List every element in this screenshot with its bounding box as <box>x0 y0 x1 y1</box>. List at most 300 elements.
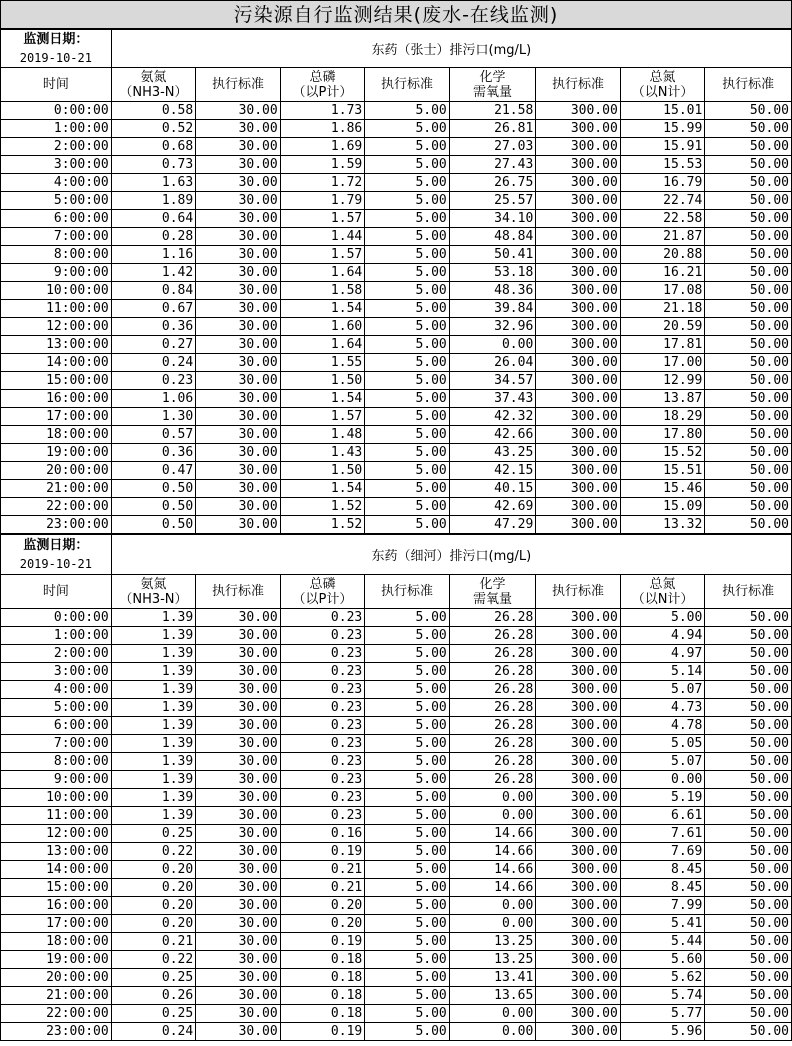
cell-tp: 1.52 <box>280 498 365 516</box>
cell-tn: 17.80 <box>620 426 705 444</box>
table-row <box>1 102 792 120</box>
table-row <box>1 1023 792 1041</box>
cell-cod-std: 300.00 <box>536 120 621 138</box>
cell-tn-std: 50.00 <box>705 663 792 681</box>
cell-cod-std: 300.00 <box>536 336 621 354</box>
cell-tp: 1.54 <box>280 480 365 498</box>
cell-nh3n-std: 30.00 <box>196 609 281 627</box>
cell-tp: 0.23 <box>280 753 365 771</box>
table-row <box>1 663 792 681</box>
cell-tp-std: 5.00 <box>365 264 450 282</box>
cell-nh3n-std: 30.00 <box>196 138 281 156</box>
cell-tn-std: 50.00 <box>705 1023 792 1041</box>
cell-cod: 37.43 <box>449 390 536 408</box>
cell-tn-std: 50.00 <box>705 174 792 192</box>
cell-time: 13:00:00 <box>1 843 112 861</box>
cell-cod-std: 300.00 <box>536 627 621 645</box>
cell-nh3n: 0.21 <box>111 933 196 951</box>
cell-time: 20:00:00 <box>1 462 112 480</box>
cell-tn: 15.09 <box>620 498 705 516</box>
cell-tp: 0.23 <box>280 789 365 807</box>
cell-time: 11:00:00 <box>1 807 112 825</box>
cell-tp-std: 5.00 <box>365 462 450 480</box>
cell-nh3n: 0.36 <box>111 318 196 336</box>
cell-tp: 0.23 <box>280 717 365 735</box>
cell-cod: 26.04 <box>449 354 536 372</box>
cell-time: 15:00:00 <box>1 372 112 390</box>
cell-tn-std: 50.00 <box>705 753 792 771</box>
cell-tn: 4.78 <box>620 717 705 735</box>
cell-tp: 1.57 <box>280 246 365 264</box>
cell-tn: 4.94 <box>620 627 705 645</box>
cell-tn: 16.21 <box>620 264 705 282</box>
cell-tn-std: 50.00 <box>705 372 792 390</box>
cell-tp-std: 5.00 <box>365 444 450 462</box>
cell-nh3n-std: 30.00 <box>196 915 281 933</box>
cell-tp: 0.21 <box>280 879 365 897</box>
cell-nh3n-std: 30.00 <box>196 807 281 825</box>
table-row <box>1 246 792 264</box>
column-header-line: 执行标准 <box>552 584 605 599</box>
cell-tn-std: 50.00 <box>705 699 792 717</box>
cell-cod: 0.00 <box>449 1005 536 1023</box>
cell-cod-std: 300.00 <box>536 480 621 498</box>
cell-nh3n-std: 30.00 <box>196 480 281 498</box>
cell-cod-std: 300.00 <box>536 645 621 663</box>
cell-tn: 5.19 <box>620 789 705 807</box>
cell-tp: 1.86 <box>280 120 365 138</box>
cell-cod: 13.65 <box>449 987 536 1005</box>
cell-cod-std: 300.00 <box>536 1023 621 1041</box>
cell-tp-std: 5.00 <box>365 390 450 408</box>
cell-tp: 1.55 <box>280 354 365 372</box>
cell-time: 6:00:00 <box>1 210 112 228</box>
cell-time: 17:00:00 <box>1 915 112 933</box>
cell-tp: 0.23 <box>280 681 365 699</box>
cell-tp: 0.19 <box>280 933 365 951</box>
column-header-tp-std <box>365 575 450 609</box>
cell-time: 10:00:00 <box>1 789 112 807</box>
cell-nh3n: 0.22 <box>111 951 196 969</box>
cell-tn: 4.73 <box>620 699 705 717</box>
cell-cod-std: 300.00 <box>536 462 621 480</box>
cell-time: 7:00:00 <box>1 735 112 753</box>
cell-tp: 1.50 <box>280 462 365 480</box>
cell-cod-std: 300.00 <box>536 516 621 534</box>
table-row <box>1 390 792 408</box>
column-header-line: （以N计） <box>631 591 694 607</box>
cell-tp-std: 5.00 <box>365 933 450 951</box>
cell-tp: 0.23 <box>280 735 365 753</box>
table-row <box>1 336 792 354</box>
cell-tp-std: 5.00 <box>365 516 450 534</box>
cell-tp: 0.23 <box>280 699 365 717</box>
cell-cod: 34.10 <box>449 210 536 228</box>
table-row <box>1 444 792 462</box>
cell-nh3n-std: 30.00 <box>196 462 281 480</box>
cell-tp-std: 5.00 <box>365 771 450 789</box>
cell-nh3n-std: 30.00 <box>196 861 281 879</box>
cell-cod-std: 300.00 <box>536 663 621 681</box>
cell-nh3n-std: 30.00 <box>196 372 281 390</box>
cell-tn-std: 50.00 <box>705 771 792 789</box>
cell-tn-std: 50.00 <box>705 969 792 987</box>
table-row <box>1 789 792 807</box>
cell-nh3n: 1.39 <box>111 663 196 681</box>
table-row <box>1 969 792 987</box>
cell-tn: 12.99 <box>620 372 705 390</box>
cell-time: 7:00:00 <box>1 228 112 246</box>
cell-tn: 5.62 <box>620 969 705 987</box>
table-row <box>1 1005 792 1023</box>
cell-cod-std: 300.00 <box>536 246 621 264</box>
cell-tn-std: 50.00 <box>705 102 792 120</box>
table-row <box>1 192 792 210</box>
cell-nh3n-std: 30.00 <box>196 156 281 174</box>
cell-nh3n: 1.39 <box>111 681 196 699</box>
cell-tp-std: 5.00 <box>365 735 450 753</box>
column-header-nh3n <box>111 575 196 609</box>
cell-tp-std: 5.00 <box>365 246 450 264</box>
cell-time: 1:00:00 <box>1 627 112 645</box>
cell-nh3n: 0.73 <box>111 156 196 174</box>
cell-nh3n: 1.42 <box>111 264 196 282</box>
cell-nh3n-std: 30.00 <box>196 1005 281 1023</box>
cell-tn: 21.87 <box>620 228 705 246</box>
cell-tn-std: 50.00 <box>705 156 792 174</box>
cell-tp: 1.43 <box>280 444 365 462</box>
column-header-line: （NH3-N） <box>119 591 188 607</box>
cell-time: 16:00:00 <box>1 897 112 915</box>
cell-tp: 1.73 <box>280 102 365 120</box>
cell-tp: 0.18 <box>280 969 365 987</box>
column-header-nh3n-std <box>196 68 281 102</box>
cell-tn-std: 50.00 <box>705 879 792 897</box>
cell-tn-std: 50.00 <box>705 825 792 843</box>
cell-tn-std: 50.00 <box>705 843 792 861</box>
cell-tp-std: 5.00 <box>365 627 450 645</box>
column-header-cod-std <box>536 68 621 102</box>
cell-cod-std: 300.00 <box>536 264 621 282</box>
table-row <box>1 138 792 156</box>
cell-tp-std: 5.00 <box>365 498 450 516</box>
cell-tn-std: 50.00 <box>705 318 792 336</box>
cell-tp-std: 5.00 <box>365 282 450 300</box>
cell-tp-std: 5.00 <box>365 789 450 807</box>
table-row <box>1 264 792 282</box>
cell-time: 2:00:00 <box>1 138 112 156</box>
cell-cod: 42.32 <box>449 408 536 426</box>
cell-cod-std: 300.00 <box>536 861 621 879</box>
cell-tp: 0.18 <box>280 987 365 1005</box>
cell-cod: 0.00 <box>449 807 536 825</box>
cell-cod: 32.96 <box>449 318 536 336</box>
cell-tp: 0.20 <box>280 897 365 915</box>
cell-cod-std: 300.00 <box>536 681 621 699</box>
cell-tn: 5.96 <box>620 1023 705 1041</box>
cell-time: 12:00:00 <box>1 318 112 336</box>
cell-tp-std: 5.00 <box>365 699 450 717</box>
cell-nh3n: 0.27 <box>111 336 196 354</box>
cell-nh3n: 0.28 <box>111 228 196 246</box>
cell-cod: 42.69 <box>449 498 536 516</box>
cell-nh3n-std: 30.00 <box>196 753 281 771</box>
cell-tn-std: 50.00 <box>705 246 792 264</box>
cell-nh3n-std: 30.00 <box>196 318 281 336</box>
cell-tp: 1.72 <box>280 174 365 192</box>
cell-tn: 5.44 <box>620 933 705 951</box>
cell-tn: 6.61 <box>620 807 705 825</box>
column-header-cod-std <box>536 575 621 609</box>
cell-cod: 25.57 <box>449 192 536 210</box>
cell-cod-std: 300.00 <box>536 969 621 987</box>
cell-tn-std: 50.00 <box>705 120 792 138</box>
table-row <box>1 300 792 318</box>
table-row <box>1 771 792 789</box>
cell-tn: 5.07 <box>620 681 705 699</box>
column-header-line: 执行标准 <box>211 77 264 92</box>
cell-nh3n: 1.39 <box>111 645 196 663</box>
cell-tn-std: 50.00 <box>705 498 792 516</box>
table-row <box>1 408 792 426</box>
cell-tp: 0.23 <box>280 771 365 789</box>
cell-tn: 5.07 <box>620 753 705 771</box>
cell-tp: 1.64 <box>280 264 365 282</box>
table-row <box>1 825 792 843</box>
cell-tn: 15.01 <box>620 102 705 120</box>
cell-nh3n-std: 30.00 <box>196 336 281 354</box>
cell-nh3n-std: 30.00 <box>196 717 281 735</box>
cell-cod-std: 300.00 <box>536 282 621 300</box>
cell-cod-std: 300.00 <box>536 174 621 192</box>
column-header-tp <box>280 575 365 609</box>
cell-cod-std: 300.00 <box>536 102 621 120</box>
cell-tp: 0.21 <box>280 861 365 879</box>
cell-tp-std: 5.00 <box>365 318 450 336</box>
cell-cod-std: 300.00 <box>536 1005 621 1023</box>
table-row <box>1 282 792 300</box>
column-header-line: 执行标准 <box>722 77 775 92</box>
cell-tp-std: 5.00 <box>365 480 450 498</box>
cell-cod: 0.00 <box>449 915 536 933</box>
cell-tp: 1.59 <box>280 156 365 174</box>
cell-nh3n-std: 30.00 <box>196 969 281 987</box>
column-header-line: 需氧量 <box>473 591 513 607</box>
table-row <box>1 807 792 825</box>
cell-nh3n-std: 30.00 <box>196 771 281 789</box>
cell-tp: 1.58 <box>280 282 365 300</box>
cell-tp-std: 5.00 <box>365 717 450 735</box>
cell-nh3n: 1.89 <box>111 192 196 210</box>
column-header-tn-std <box>705 575 792 609</box>
cell-cod: 21.58 <box>449 102 536 120</box>
cell-time: 23:00:00 <box>1 516 112 534</box>
cell-nh3n-std: 30.00 <box>196 444 281 462</box>
cell-tn: 22.74 <box>620 192 705 210</box>
column-header-time <box>1 575 112 609</box>
cell-tn: 8.45 <box>620 861 705 879</box>
cell-tn: 20.59 <box>620 318 705 336</box>
cell-cod: 26.28 <box>449 717 536 735</box>
table-row <box>1 933 792 951</box>
table-row <box>1 987 792 1005</box>
cell-cod: 42.66 <box>449 426 536 444</box>
cell-nh3n: 0.57 <box>111 426 196 444</box>
column-header-line: 总磷 <box>309 69 336 85</box>
cell-cod: 0.00 <box>449 336 536 354</box>
cell-tn-std: 50.00 <box>705 933 792 951</box>
cell-tp-std: 5.00 <box>365 138 450 156</box>
cell-tp-std: 5.00 <box>365 228 450 246</box>
cell-tn-std: 50.00 <box>705 897 792 915</box>
cell-cod-std: 300.00 <box>536 408 621 426</box>
cell-tn-std: 50.00 <box>705 951 792 969</box>
cell-nh3n: 1.63 <box>111 174 196 192</box>
cell-time: 14:00:00 <box>1 354 112 372</box>
cell-cod: 13.25 <box>449 951 536 969</box>
cell-nh3n: 0.47 <box>111 462 196 480</box>
outlet-name: 东药（细河）排污口(mg/L) <box>111 535 791 575</box>
cell-cod-std: 300.00 <box>536 699 621 717</box>
cell-nh3n-std: 30.00 <box>196 210 281 228</box>
cell-tn: 13.87 <box>620 390 705 408</box>
cell-tp-std: 5.00 <box>365 807 450 825</box>
cell-cod-std: 300.00 <box>536 228 621 246</box>
cell-cod: 26.28 <box>449 681 536 699</box>
cell-tn-std: 50.00 <box>705 444 792 462</box>
cell-time: 0:00:00 <box>1 609 112 627</box>
cell-time: 21:00:00 <box>1 480 112 498</box>
cell-cod-std: 300.00 <box>536 390 621 408</box>
table-row <box>1 915 792 933</box>
table-row <box>1 174 792 192</box>
cell-nh3n: 0.50 <box>111 516 196 534</box>
cell-tp-std: 5.00 <box>365 915 450 933</box>
cell-tp-std: 5.00 <box>365 174 450 192</box>
cell-nh3n-std: 30.00 <box>196 426 281 444</box>
cell-time: 12:00:00 <box>1 825 112 843</box>
cell-tn-std: 50.00 <box>705 336 792 354</box>
table-row <box>1 480 792 498</box>
cell-tp: 0.23 <box>280 807 365 825</box>
cell-time: 0:00:00 <box>1 102 112 120</box>
column-header-line: 总氮 <box>649 69 676 85</box>
cell-tn: 16.79 <box>620 174 705 192</box>
table-row <box>1 609 792 627</box>
cell-nh3n-std: 30.00 <box>196 300 281 318</box>
cell-tp: 1.54 <box>280 390 365 408</box>
cell-cod-std: 300.00 <box>536 735 621 753</box>
cell-cod-std: 300.00 <box>536 444 621 462</box>
cell-tn-std: 50.00 <box>705 480 792 498</box>
cell-tp: 1.64 <box>280 336 365 354</box>
cell-tn-std: 50.00 <box>705 264 792 282</box>
cell-tn-std: 50.00 <box>705 138 792 156</box>
cell-time: 3:00:00 <box>1 663 112 681</box>
cell-cod: 26.28 <box>449 771 536 789</box>
cell-tn-std: 50.00 <box>705 192 792 210</box>
column-header-line: （NH3-N） <box>119 84 188 100</box>
cell-tp: 1.54 <box>280 300 365 318</box>
cell-cod-std: 300.00 <box>536 807 621 825</box>
cell-tp: 0.18 <box>280 951 365 969</box>
cell-cod-std: 300.00 <box>536 354 621 372</box>
cell-tp-std: 5.00 <box>365 843 450 861</box>
cell-time: 15:00:00 <box>1 879 112 897</box>
cell-cod-std: 300.00 <box>536 825 621 843</box>
cell-tp-std: 5.00 <box>365 336 450 354</box>
cell-tp-std: 5.00 <box>365 681 450 699</box>
column-header-line: 执行标准 <box>380 77 433 92</box>
cell-tp-std: 5.00 <box>365 426 450 444</box>
cell-tp-std: 5.00 <box>365 192 450 210</box>
column-header-cod <box>449 575 536 609</box>
cell-tn-std: 50.00 <box>705 735 792 753</box>
cell-nh3n: 0.50 <box>111 480 196 498</box>
cell-tn: 5.14 <box>620 663 705 681</box>
cell-nh3n-std: 30.00 <box>196 825 281 843</box>
cell-nh3n-std: 30.00 <box>196 897 281 915</box>
column-header-line: 时间 <box>42 584 69 599</box>
cell-tn-std: 50.00 <box>705 987 792 1005</box>
cell-nh3n: 1.39 <box>111 753 196 771</box>
cell-nh3n-std: 30.00 <box>196 681 281 699</box>
cell-nh3n: 0.20 <box>111 897 196 915</box>
cell-tn-std: 50.00 <box>705 681 792 699</box>
cell-tn: 13.32 <box>620 516 705 534</box>
cell-nh3n-std: 30.00 <box>196 516 281 534</box>
report-title: 污染源自行监测结果(废水-在线监测) <box>0 0 792 29</box>
cell-tp-std: 5.00 <box>365 645 450 663</box>
cell-time: 3:00:00 <box>1 156 112 174</box>
cell-tn-std: 50.00 <box>705 516 792 534</box>
table-row <box>1 699 792 717</box>
cell-tn: 15.52 <box>620 444 705 462</box>
cell-nh3n: 1.39 <box>111 627 196 645</box>
cell-cod-std: 300.00 <box>536 897 621 915</box>
cell-tp: 1.79 <box>280 192 365 210</box>
column-header-line: 执行标准 <box>552 77 605 92</box>
cell-tp: 1.48 <box>280 426 365 444</box>
cell-cod: 26.28 <box>449 663 536 681</box>
cell-nh3n: 0.20 <box>111 879 196 897</box>
cell-tp-std: 5.00 <box>365 1023 450 1041</box>
column-header-time <box>1 68 112 102</box>
cell-tp-std: 5.00 <box>365 825 450 843</box>
cell-tp: 1.44 <box>280 228 365 246</box>
cell-cod-std: 300.00 <box>536 156 621 174</box>
cell-nh3n: 0.24 <box>111 1023 196 1041</box>
cell-nh3n-std: 30.00 <box>196 228 281 246</box>
cell-cod: 47.29 <box>449 516 536 534</box>
cell-time: 9:00:00 <box>1 264 112 282</box>
monitoring-date-label: 监测日期： <box>23 537 89 553</box>
cell-nh3n: 0.84 <box>111 282 196 300</box>
cell-nh3n-std: 30.00 <box>196 246 281 264</box>
cell-tn: 7.61 <box>620 825 705 843</box>
cell-cod: 26.28 <box>449 699 536 717</box>
cell-time: 5:00:00 <box>1 699 112 717</box>
cell-nh3n-std: 30.00 <box>196 627 281 645</box>
cell-tn-std: 50.00 <box>705 354 792 372</box>
cell-nh3n-std: 30.00 <box>196 987 281 1005</box>
cell-tn: 7.69 <box>620 843 705 861</box>
cell-cod: 53.18 <box>449 264 536 282</box>
cell-tn: 8.45 <box>620 879 705 897</box>
cell-cod-std: 300.00 <box>536 609 621 627</box>
cell-tp-std: 5.00 <box>365 1005 450 1023</box>
table-row <box>1 156 792 174</box>
